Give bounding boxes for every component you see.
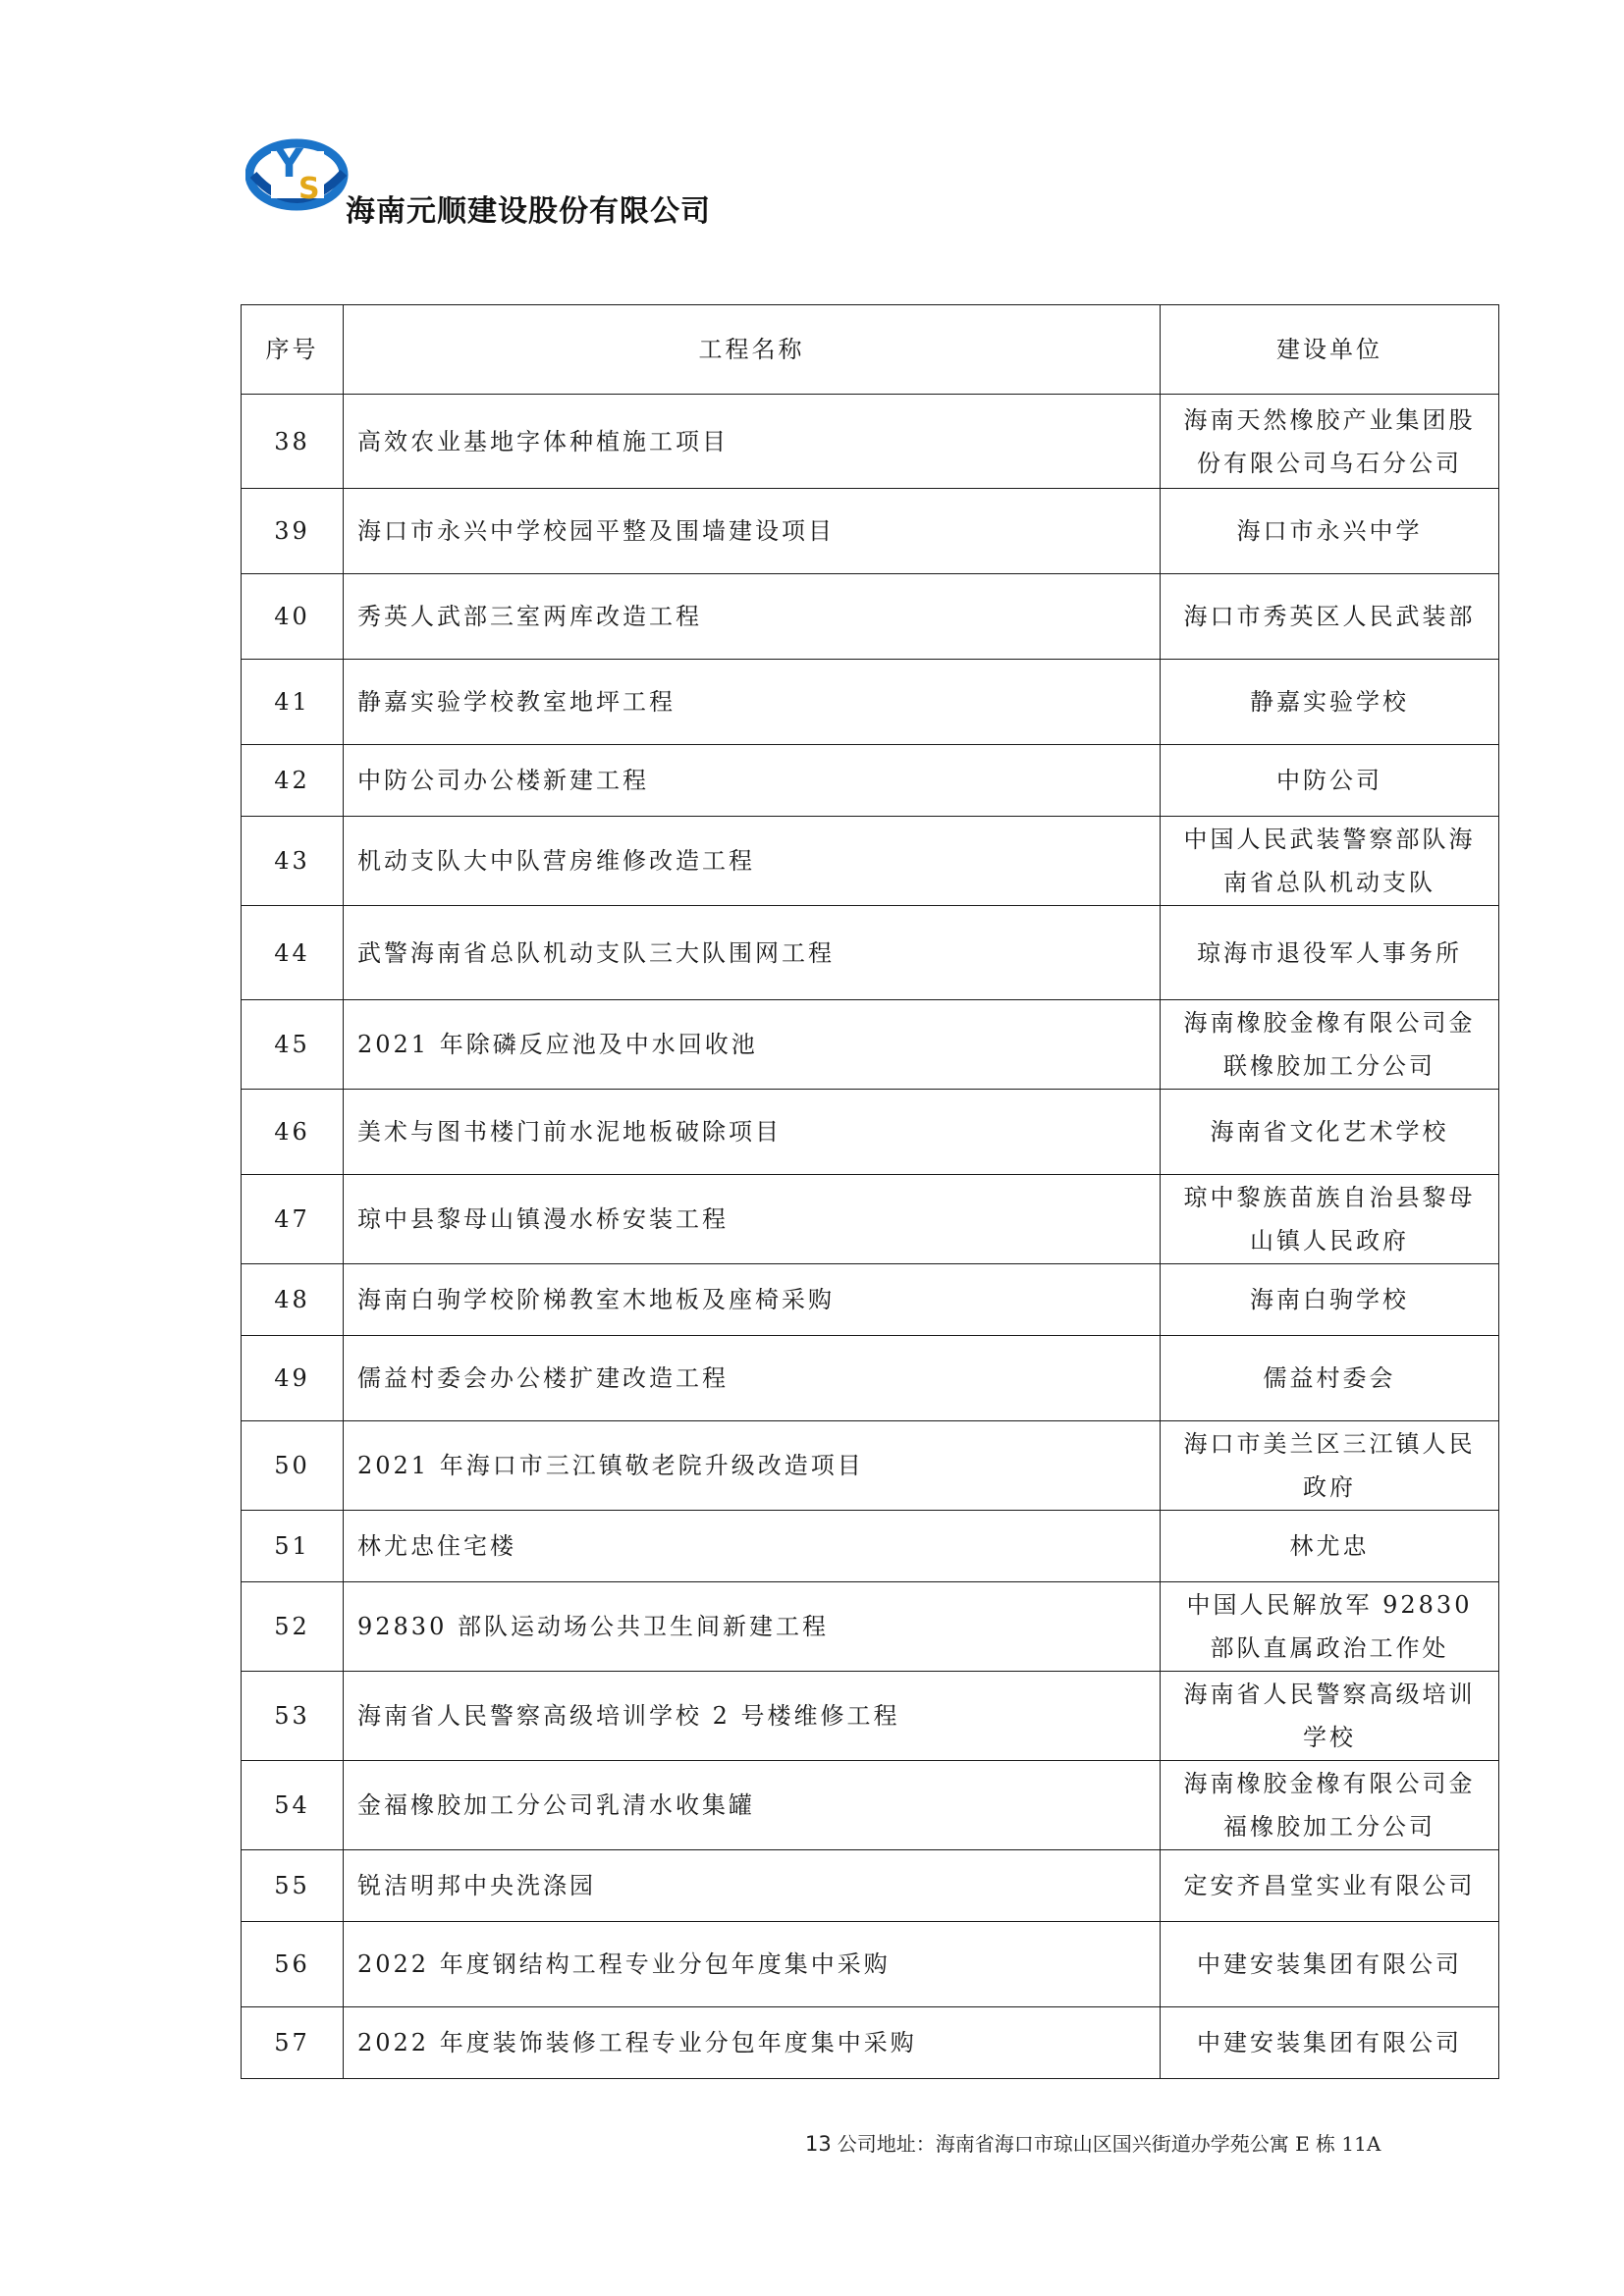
table-row — [242, 395, 1499, 489]
row-project-name: 静嘉实验学校教室地坪工程 — [344, 660, 1161, 745]
row-no: 54 — [242, 1761, 344, 1850]
company-address: 公司地址：海南省海口市琼山区国兴街道办学苑公寓 E 栋 11A — [837, 2132, 1381, 2156]
table-row — [242, 1175, 1499, 1264]
table-row — [242, 1421, 1499, 1511]
row-builder: 海南省人民警察高级培训学校 — [1161, 1672, 1499, 1761]
row-builder: 琼海市退役军人事务所 — [1161, 906, 1499, 1000]
table-row — [242, 1922, 1499, 2007]
row-no: 53 — [242, 1672, 344, 1761]
table-row — [242, 906, 1499, 1000]
table-header-row — [242, 305, 1499, 395]
row-project-name: 金福橡胶加工分公司乳清水收集罐 — [344, 1761, 1161, 1850]
row-project-name: 2021 年除磷反应池及中水回收池 — [344, 1000, 1161, 1090]
company-name: 海南元顺建设股份有限公司 — [346, 194, 711, 229]
table-row — [242, 1090, 1499, 1175]
table-row — [242, 745, 1499, 817]
row-no: 47 — [242, 1175, 344, 1264]
row-builder: 海口市永兴中学 — [1161, 489, 1499, 574]
row-builder: 中建安装集团有限公司 — [1161, 2007, 1499, 2079]
row-no: 57 — [242, 2007, 344, 2079]
header-no: 序号 — [242, 305, 344, 395]
row-builder: 海南天然橡胶产业集团股份有限公司乌石分公司 — [1161, 395, 1499, 489]
svg-text:S: S — [298, 172, 320, 206]
row-project-name: 2022 年度装饰装修工程专业分包年度集中采购 — [344, 2007, 1161, 2079]
row-builder: 中国人民解放军 92830 部队直属政治工作处 — [1161, 1582, 1499, 1672]
row-builder: 静嘉实验学校 — [1161, 660, 1499, 745]
table-row — [242, 574, 1499, 660]
row-project-name: 92830 部队运动场公共卫生间新建工程 — [344, 1582, 1161, 1672]
row-builder: 海南橡胶金橡有限公司金联橡胶加工分公司 — [1161, 1000, 1499, 1090]
row-builder: 海南省文化艺术学校 — [1161, 1090, 1499, 1175]
row-project-name: 林尤忠住宅楼 — [344, 1511, 1161, 1582]
row-no: 45 — [242, 1000, 344, 1090]
row-no: 55 — [242, 1850, 344, 1922]
table-row — [242, 2007, 1499, 2079]
row-no: 40 — [242, 574, 344, 660]
row-no: 41 — [242, 660, 344, 745]
row-project-name: 琼中县黎母山镇漫水桥安装工程 — [344, 1175, 1161, 1264]
row-no: 48 — [242, 1264, 344, 1336]
row-project-name: 2022 年度钢结构工程专业分包年度集中采购 — [344, 1922, 1161, 2007]
table-row — [242, 1850, 1499, 1922]
row-no: 56 — [242, 1922, 344, 2007]
row-project-name: 武警海南省总队机动支队三大队围网工程 — [344, 906, 1161, 1000]
row-project-name: 海南白驹学校阶梯教室木地板及座椅采购 — [344, 1264, 1161, 1336]
page-footer — [805, 2128, 1380, 2157]
row-project-name: 高效农业基地字体种植施工项目 — [344, 395, 1161, 489]
row-project-name: 儒益村委会办公楼扩建改造工程 — [344, 1336, 1161, 1421]
row-no: 43 — [242, 817, 344, 906]
logo-mark: Y — [275, 141, 303, 187]
header-name: 工程名称 — [344, 305, 1161, 395]
row-no: 38 — [242, 395, 344, 489]
row-builder: 海口市美兰区三江镇人民政府 — [1161, 1421, 1499, 1511]
row-no: 49 — [242, 1336, 344, 1421]
table-row — [242, 1761, 1499, 1850]
project-table — [241, 304, 1499, 2079]
row-builder: 海南白驹学校 — [1161, 1264, 1499, 1336]
row-no: 46 — [242, 1090, 344, 1175]
row-builder: 中防公司 — [1161, 745, 1499, 817]
page-number: 13 — [805, 2132, 832, 2156]
table-row — [242, 1264, 1499, 1336]
row-no: 39 — [242, 489, 344, 574]
row-builder: 海口市秀英区人民武装部 — [1161, 574, 1499, 660]
row-project-name: 海南省人民警察高级培训学校 2 号楼维修工程 — [344, 1672, 1161, 1761]
table-row — [242, 817, 1499, 906]
row-builder: 定安齐昌堂实业有限公司 — [1161, 1850, 1499, 1922]
row-builder: 琼中黎族苗族自治县黎母山镇人民政府 — [1161, 1175, 1499, 1264]
table-row — [242, 660, 1499, 745]
row-builder: 中建安装集团有限公司 — [1161, 1922, 1499, 2007]
table-row — [242, 1336, 1499, 1421]
row-no: 52 — [242, 1582, 344, 1672]
company-logo — [245, 116, 353, 214]
header-unit: 建设单位 — [1161, 305, 1499, 395]
table-row — [242, 1000, 1499, 1090]
row-builder: 中国人民武装警察部队海南省总队机动支队 — [1161, 817, 1499, 906]
row-project-name: 海口市永兴中学校园平整及围墙建设项目 — [344, 489, 1161, 574]
row-no: 50 — [242, 1421, 344, 1511]
row-no: 51 — [242, 1511, 344, 1582]
table-row — [242, 1511, 1499, 1582]
row-project-name: 中防公司办公楼新建工程 — [344, 745, 1161, 817]
table-row — [242, 489, 1499, 574]
table-row — [242, 1672, 1499, 1761]
row-builder: 海南橡胶金橡有限公司金福橡胶加工分公司 — [1161, 1761, 1499, 1850]
row-project-name: 2021 年海口市三江镇敬老院升级改造项目 — [344, 1421, 1161, 1511]
row-no: 42 — [242, 745, 344, 817]
table-row — [242, 1582, 1499, 1672]
row-project-name: 美术与图书楼门前水泥地板破除项目 — [344, 1090, 1161, 1175]
row-project-name: 锐洁明邦中央洗涤园 — [344, 1850, 1161, 1922]
row-no: 44 — [242, 906, 344, 1000]
row-project-name: 秀英人武部三室两库改造工程 — [344, 574, 1161, 660]
row-builder: 儒益村委会 — [1161, 1336, 1499, 1421]
row-project-name: 机动支队大中队营房维修改造工程 — [344, 817, 1161, 906]
row-builder: 林尤忠 — [1161, 1511, 1499, 1582]
